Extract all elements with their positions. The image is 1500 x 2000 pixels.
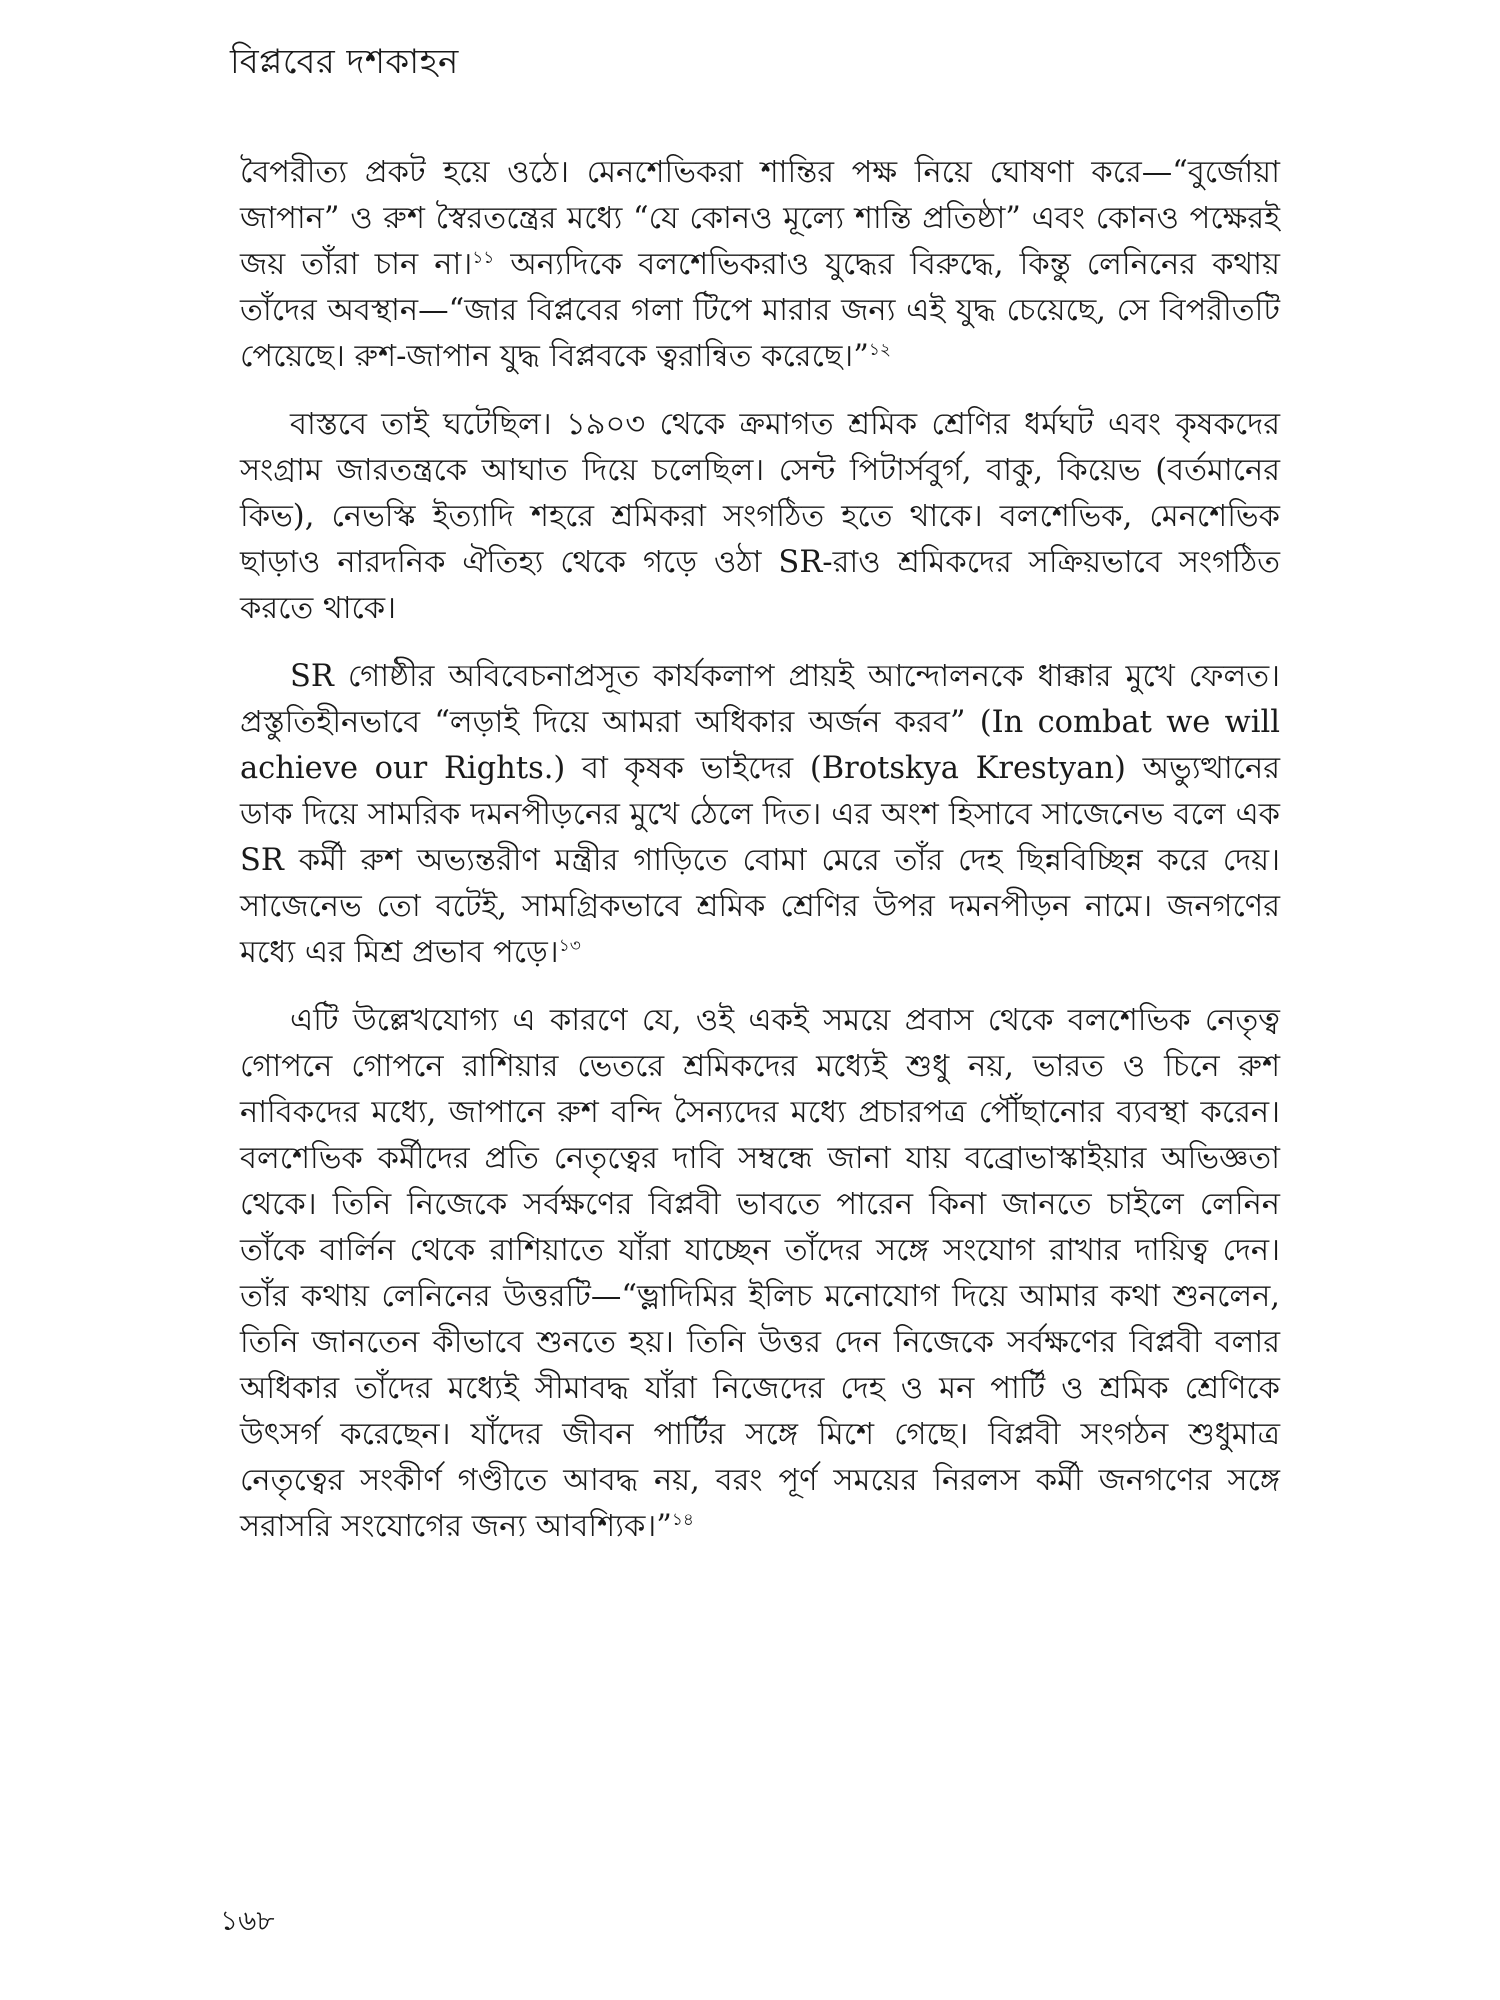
paragraph-1-tail: অন্যদিকে বলশেভিকরাও যুদ্ধের বিরুদ্ধে, কিন্তু লেনিনের কথায় তাঁদের অবস্থান—“জার বিপ্লবের গলা টিপে মারার জন্য এই যুদ্ধ চেয়েছে, সে বিপরীতটি পেয়েছে। রুশ-জাপান যুদ্ধ বিপ্লবকে ত্বরান্বিত করেছে।” bbox=[240, 247, 1280, 374]
paragraph-3 bbox=[240, 654, 1280, 976]
paragraph-2-text: বাস্তবে তাই ঘটেছিল। ১৯০৩ থেকে ক্রমাগত শ্রমিক শ্রেণির ধর্মঘট এবং কৃষকদের সংগ্রাম জারতন্ত্রকে আঘাত দিয়ে চলেছিল। সেন্ট পিটার্সবুর্গ, বাকু, কিয়েভ (বর্তমানের কিভ), নেভস্কি ইত্যাদি শহরে শ্রমিকরা সংগঠিত হতে থাকে। বলশেভিক, মেনশেভিক ছাড়াও নারদনিক ঐতিহ্য থেকে গড়ে ওঠা SR-রাও শ্রমিকদের সক্রিয়ভাবে সংগঠিত করতে থাকে। bbox=[240, 407, 1280, 626]
paragraph-1-text: বৈপরীত্য প্রকট হয়ে ওঠে। মেনশেভিকরা শান্তির পক্ষ নিয়ে ঘোষণা করে—“বুর্জোয়া জাপান” ও রুশ স্বৈরতন্ত্রের মধ্যে “যে কোনও মূল্যে শান্তি প্রতিষ্ঠা” এবং কোনও পক্ষেরই জয় তাঁরা চান না। bbox=[240, 155, 1280, 282]
paragraph-3-text: SR গোষ্ঠীর অবিবেচনাপ্রসূত কার্যকলাপ প্রায়ই আন্দোলনকে ধাক্কার মুখে ফেলত। প্রস্তুতিহীনভাবে “লড়াই দিয়ে আমরা অধিকার অর্জন করব” (In combat we will achieve our Rights.) বা কৃষক ভাইদের (Brotskya Krestyan) অভ্যুত্থানের ডাক দিয়ে সামরিক দমনপীড়নের মুখে ঠেলে দিত। এর অংশ হিসাবে সাজেনেভ বলে এক SR কর্মী রুশ অভ্যন্তরীণ মন্ত্রীর গাড়িতে বোমা মেরে তাঁর দেহ ছিন্নবিচ্ছিন্ন করে দেয়। সাজেনেভ তো বটেই, সামগ্রিকভাবে শ্রমিক শ্রেণির উপর দমনপীড়ন নামে। জনগণের মধ্যে এর মিশ্র প্রভাব পড়ে। bbox=[240, 659, 1280, 970]
footnote-ref-12[interactable]: ১২ bbox=[868, 339, 891, 360]
footnote-ref-14[interactable]: ১৪ bbox=[671, 1509, 694, 1530]
body-text bbox=[240, 150, 1280, 1572]
footnote-ref-13[interactable]: ১৩ bbox=[558, 935, 581, 956]
page-number: ১৬৮ bbox=[220, 1904, 275, 1937]
running-head-title: বিপ্লবের দশকাহন bbox=[230, 42, 459, 82]
paragraph-4 bbox=[240, 998, 1280, 1550]
paragraph-1 bbox=[240, 150, 1280, 380]
footnote-ref-11[interactable]: ১১ bbox=[472, 247, 495, 268]
paragraph-2 bbox=[240, 402, 1280, 632]
paragraph-4-text: এটি উল্লেখযোগ্য এ কারণে যে, ওই একই সময়ে প্রবাস থেকে বলশেভিক নেতৃত্ব গোপনে গোপনে রাশিয়ার ভেতরে শ্রমিকদের মধ্যেই শুধু নয়, ভারত ও চিনে রুশ নাবিকদের মধ্যে, জাপানে রুশ বন্দি সৈন্যদের মধ্যে প্রচারপত্র পৌঁছানোর ব্যবস্থা করেন। বলশেভিক কর্মীদের প্রতি নেতৃত্বের দাবি সম্বন্ধে জানা যায় বব্রোভাস্কাইয়ার অভিজ্ঞতা থেকে। তিনি নিজেকে সর্বক্ষণের বিপ্লবী ভাবতে পারেন কিনা জানতে চাইলে লেনিন তাঁকে বার্লিন থেকে রাশিয়াতে যাঁরা যাচ্ছেন তাঁদের সঙ্গে সংযোগ রাখার দায়িত্ব দেন। তাঁর কথায় লেনিনের উত্তরটি—“ভ্লাদিমির ইলিচ মনোযোগ দিয়ে আমার কথা শুনলেন, তিনি জানতেন কীভাবে শুনতে হয়। তিনি উত্তর দেন নিজেকে সর্বক্ষণের বিপ্লবী বলার অধিকার তাঁদের মধ্যেই সীমাবদ্ধ যাঁরা নিজেদের দেহ ও মন পার্টি ও শ্রমিক শ্রেণিকে উৎসর্গ করেছেন। যাঁদের জীবন পার্টির সঙ্গে মিশে গেছে। বিপ্লবী সংগঠন শুধুমাত্র নেতৃত্বের সংকীর্ণ গণ্ডীতে আবদ্ধ নয়, বরং পূর্ণ সময়ের নিরলস কর্মী জনগণের সঙ্গে সরাসরি সংযোগের জন্য আবশ্যিক।” bbox=[240, 1003, 1280, 1544]
